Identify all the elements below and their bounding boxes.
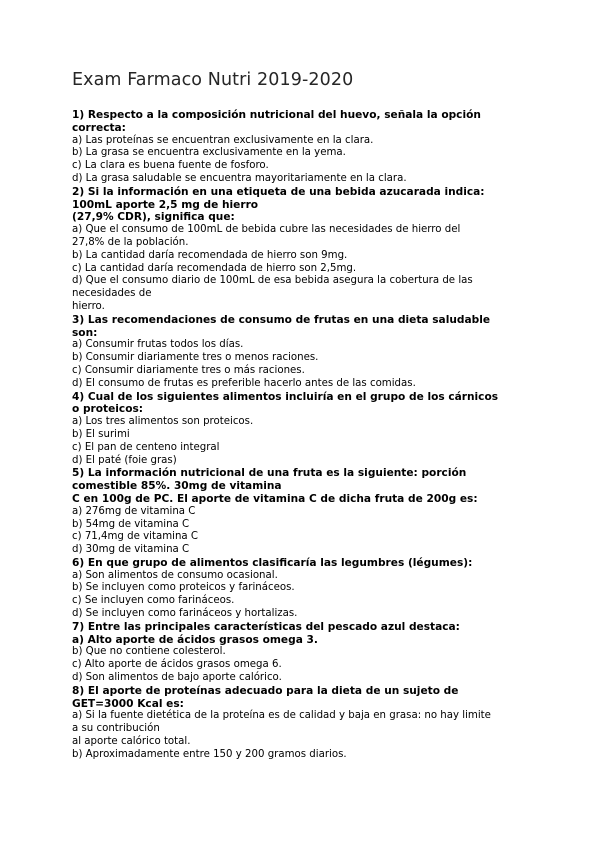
question-text: comestible 85%. 30mg de vitamina (72, 480, 282, 493)
answer-option: a) Si la fuente dietética de la proteína es de calidad y baja en grasa: no hay limite (72, 710, 491, 722)
answer-option: b) La cantidad daría recomendada de hierro son 9mg. (72, 249, 348, 261)
answer-option: c) 71,4mg de vitamina C (72, 531, 199, 543)
answer-option: d) Son alimentos de bajo aporte calórico. (72, 672, 282, 684)
answer-option: a) Consumir frutas todos los días. (72, 339, 244, 351)
answer-option: d) La grasa saludable se encuentra mayoritariamente en la clara. (72, 172, 407, 184)
question-text: son: (72, 326, 98, 339)
question-text: GET=3000 Kcal es: (72, 697, 184, 710)
answer-option: a su contribución (72, 723, 160, 735)
question-text: 5) La información nutricional de una fruta es la siguiente: porción (72, 467, 467, 480)
question-block (72, 467, 532, 557)
answer-option: 27,8% de la población. (72, 236, 189, 248)
answer-option: d) 30mg de vitamina C (72, 544, 190, 556)
question-block (72, 391, 532, 468)
question-text: correcta: (72, 121, 126, 134)
answer-option: c) La clara es buena fuente de fosforo. (72, 160, 269, 172)
answer-option: a) Las proteínas se encuentran exclusivamente en la clara. (72, 134, 374, 146)
answer-option: necesidades de (72, 288, 152, 300)
answer-option: a) Que el consumo de 100mL de bebida cubre las necesidades de hierro del (72, 224, 461, 236)
question-text: o proteicos: (72, 403, 144, 416)
question-text: 7) Entre las principales características del pescado azul destaca: (72, 620, 460, 633)
answer-option: a) 276mg de vitamina C (72, 505, 196, 517)
question-text: 1) Respecto a la composición nutricional del huevo, señala la opción (72, 109, 481, 121)
answer-option: b) El surimi (72, 428, 130, 440)
answer-option: b) Se incluyen como proteicos y farináceos. (72, 582, 295, 594)
question-text: 3) Las recomendaciones de consumo de frutas en una dieta saludable (72, 313, 491, 326)
question-text: (27,9% CDR), significa que: (72, 211, 235, 224)
question-text: 6) En que grupo de alimentos clasificaría las legumbres (légumes): (72, 556, 473, 569)
question-text: C en 100g de PC. El aporte de vitamina C de dicha fruta de 200g es: (72, 492, 478, 505)
question-text: 8) El aporte de proteínas adecuado para la dieta de un sujeto de (72, 684, 459, 697)
answer-option: al aporte calórico total. (72, 736, 191, 748)
answer-option: c) Alto aporte de ácidos grasos omega 6. (72, 659, 282, 671)
question-list (72, 109, 532, 762)
answer-option: d) Que el consumo diario de 100mL de esa bebida asegura la cobertura de las (72, 275, 473, 287)
answer-option: a) Son alimentos de consumo ocasional. (72, 569, 278, 581)
answer-option: c) La cantidad daría recomendada de hierro son 2,5mg. (72, 262, 357, 274)
answer-option: d) El paté (foie gras) (72, 454, 177, 466)
answer-option: a) Alto aporte de ácidos grasos omega 3. (72, 633, 318, 646)
answer-option: b) Que no contiene colesterol. (72, 646, 226, 658)
question-block (72, 621, 532, 685)
answer-option: c) Consumir diariamente tres o más raciones. (72, 364, 305, 376)
answer-option: a) Los tres alimentos son proteicos. (72, 416, 254, 428)
answer-option: c) El pan de centeno integral (72, 441, 220, 453)
answer-option: b) La grasa se encuentra exclusivamente en la yema. (72, 147, 346, 159)
question-text: 100mL aporte 2,5 mg de hierro (72, 198, 259, 211)
question-block (72, 186, 532, 314)
answer-option: d) Se incluyen como farináceos y hortalizas. (72, 608, 298, 620)
answer-option: hierro. (72, 300, 105, 312)
question-block (72, 109, 532, 186)
answer-option: d) El consumo de frutas es preferible hacerlo antes de las comidas. (72, 377, 416, 389)
question-text: 4) Cual de los siguientes alimentos incluiría en el grupo de los cárnicos (72, 390, 499, 403)
question-text: 2) Si la información en una etiqueta de una bebida azucarada indica: (72, 185, 485, 198)
answer-option: b) Aproximadamente entre 150 y 200 gramos diarios. (72, 748, 347, 760)
question-block (72, 314, 532, 391)
question-block (72, 685, 532, 762)
question-block (72, 557, 532, 621)
answer-option: b) 54mg de vitamina C (72, 518, 190, 530)
answer-option: c) Se incluyen como farináceos. (72, 595, 235, 607)
document-title: Exam Farmaco Nutri 2019-2020 (72, 70, 354, 90)
answer-option: b) Consumir diariamente tres o menos raciones. (72, 352, 319, 364)
